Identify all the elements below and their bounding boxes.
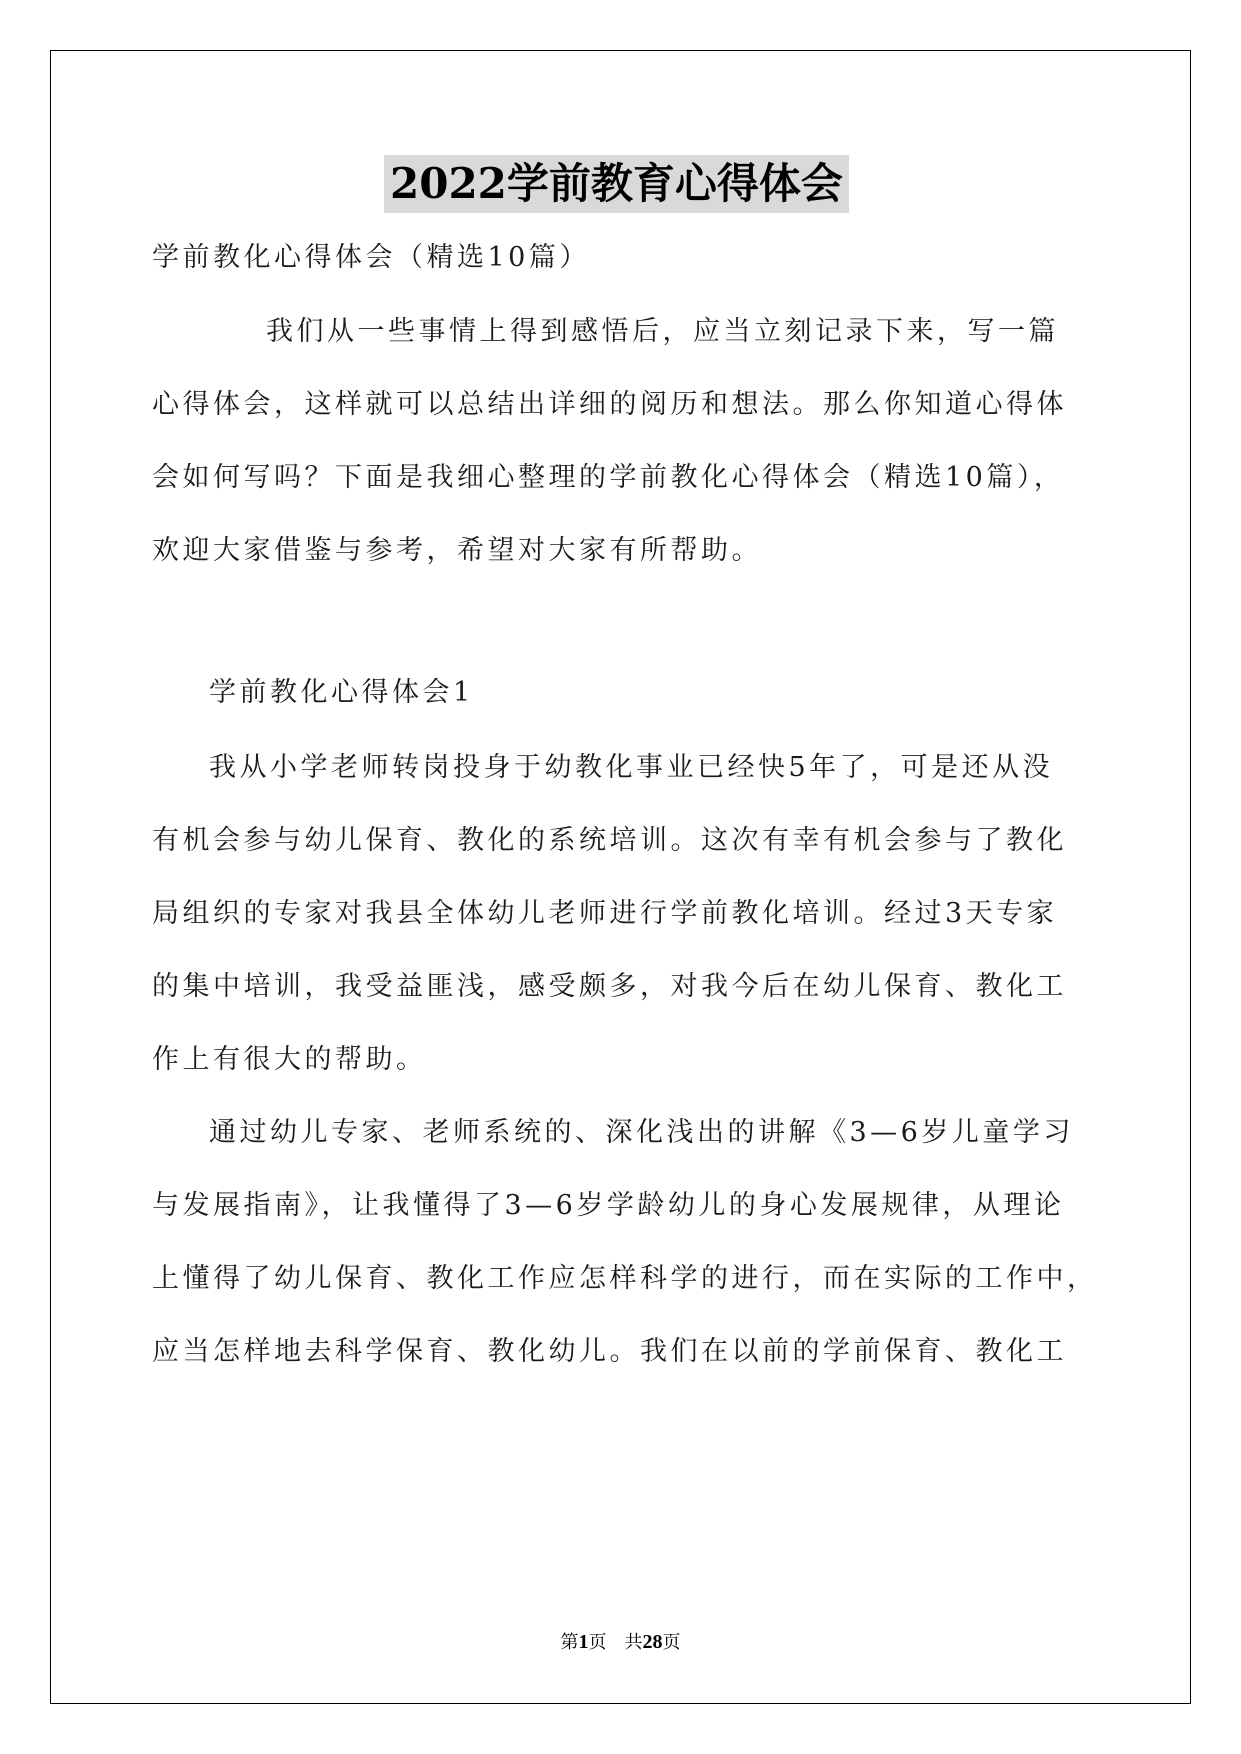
paragraph-line: 有机会参与幼儿保育、教化的系统培训。这次有幸有机会参与了教化	[152, 825, 1067, 856]
section-heading-block	[152, 653, 1112, 733]
paragraph-line: 我从小学老师转岗投身于幼教化事业已经快5年了，可是还从没	[209, 752, 1054, 783]
intro-line: 心得体会，这样就可以总结出详细的阅历和想法。那么你知道心得体	[152, 389, 1067, 420]
paragraph-line: 的集中培训，我受益匪浅，感受颇多，对我今后在幼儿保育、教化工	[152, 971, 1067, 1002]
subtitle-block	[152, 218, 1112, 298]
paragraph-line: 上懂得了幼儿保育、教化工作应怎样科学的进行，而在实际的工作中，	[152, 1263, 1098, 1294]
paragraph-2	[152, 1093, 1112, 1392]
intro-line: 我们从一些事情上得到感悟后，应当立刻记录下来，写一篇	[266, 316, 1059, 347]
paragraph-line: 局组织的专家对我县全体幼儿老师进行学前教化培训。经过3天专家	[152, 898, 1058, 929]
paragraph-1	[152, 728, 1112, 1100]
footer-suffix: 页	[662, 1632, 681, 1653]
intro-paragraph	[152, 292, 1112, 591]
paragraph-line: 通过幼儿专家、老师系统的、深化浅出的讲解《3—6岁儿童学习	[209, 1117, 1074, 1148]
footer-mid: 页 共	[588, 1632, 643, 1653]
paragraph-line: 作上有很大的帮助。	[152, 1044, 427, 1075]
document-title: 2022学前教育心得体会	[384, 155, 849, 213]
paragraph-line: 应当怎样地去科学保育、教化幼儿。我们在以前的学前保育、教化工	[152, 1336, 1067, 1367]
intro-line: 会如何写吗？下面是我细心整理的学前教化心得体会（精选10篇），	[152, 462, 1065, 493]
subtitle: 学前教化心得体会（精选10篇）	[152, 242, 590, 273]
page-footer	[0, 1628, 1241, 1654]
section-heading: 学前教化心得体会1	[209, 677, 474, 708]
total-pages-number: 28	[642, 1631, 663, 1653]
footer-prefix: 第	[560, 1632, 579, 1653]
intro-line: 欢迎大家借鉴与参考，希望对大家有所帮助。	[152, 535, 762, 566]
current-page-number: 1	[578, 1631, 589, 1653]
paragraph-line: 与发展指南》，让我懂得了3—6岁学龄幼儿的身心发展规律，从理论	[152, 1190, 1065, 1221]
